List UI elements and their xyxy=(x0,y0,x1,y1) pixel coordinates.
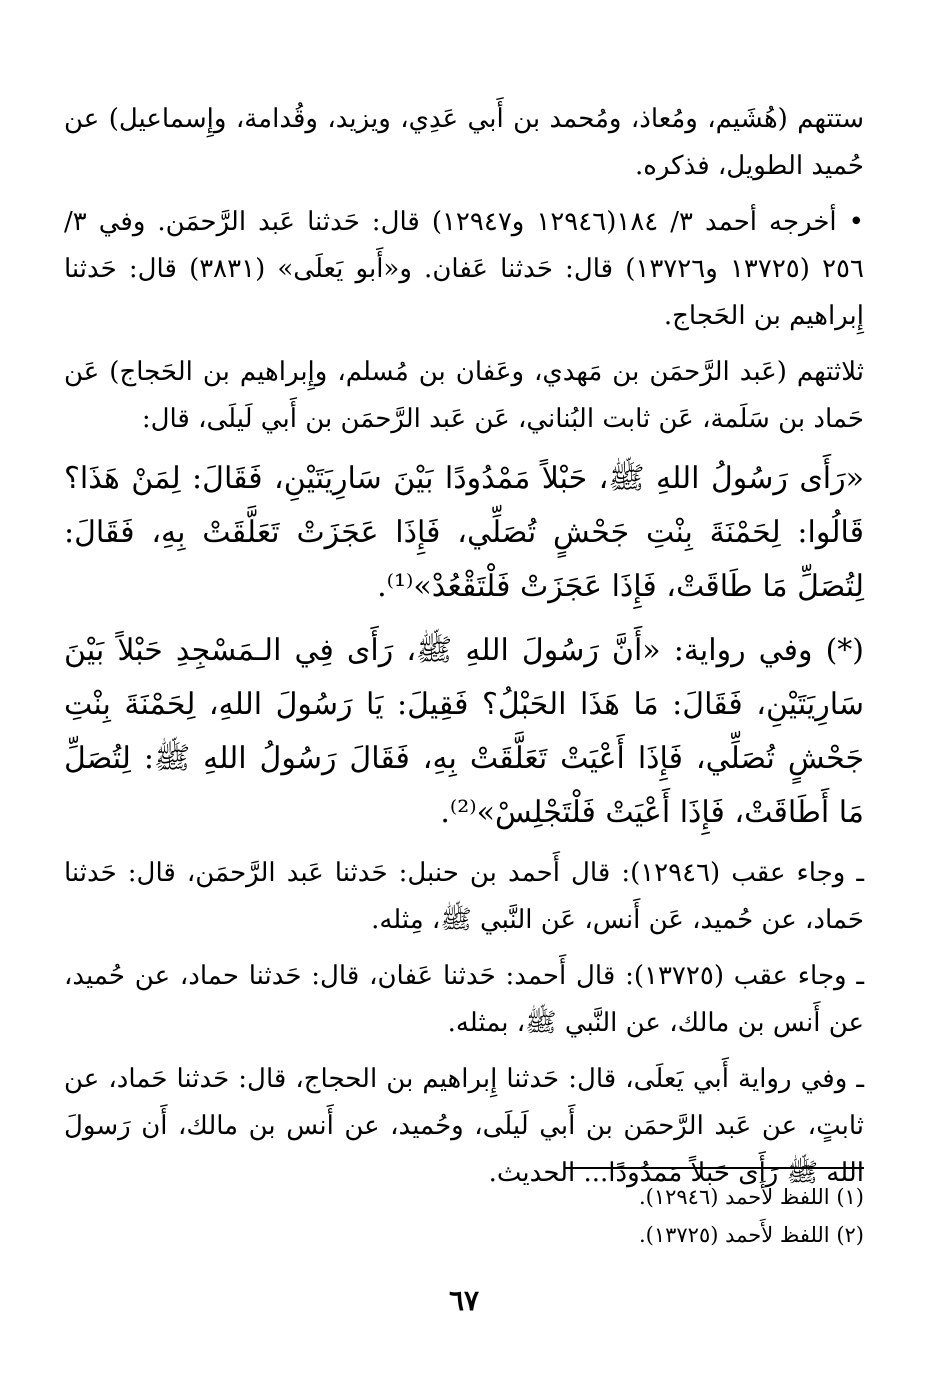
paragraph-narrators-list: ستتهم (هُشَيم، ومُعاذ، ومُحمد بن أَبي عَدِي، ويزيد، وقُدامة، وإِسماعيل) عن حُميد الطويل، فذكره. xyxy=(64,104,864,181)
footnote-1: (١) اللفظ لأَحمد (١٢٩٤٦). xyxy=(638,1185,864,1209)
paragraph-note-12946: ـ وجاء عقب (١٢٩٤٦): قال أَحمد بن حنبل: حَدثنا عَبد الرَّحمَن، قال: حَدثنا حَماد، عن حُميد، عَن أَنس، عَن النَّبي ﷺ، مِثله. xyxy=(64,858,864,935)
footnote-divider xyxy=(564,1167,864,1169)
hadith-alternate-narration: (*) وفي رواية: «أَنَّ رَسُولَ اللهِ ﷺ، رَأَى فِي الـمَسْجِدِ حَبْلاً بَيْنَ سَارِيَتَيْنِ، فَقَالَ: مَا هَذَا الحَبْلُ؟ فَقِيلَ: يَا رَسُولَ اللهِ، لِحَمْنَةَ بِنْتِ جَحْشٍ تُصَلِّي، فَإِذَا أَعْيَتْ تَعَلَّقَتْ بِهِ، فَقَالَ رَسُولُ اللهِ ﷺ: لِتُصَلِّ مَا أَطَاقَتْ، فَإِذَا أَعْيَتْ فَلْتَجْلِسْ»⁽²⁾. xyxy=(64,633,864,830)
footnote-2: (٢) اللفظ لأَحمد (١٣٧٢٥). xyxy=(638,1223,864,1247)
hadith-text: «رَأَى رَسُولُ اللهِ ﷺ، حَبْلاً مَمْدُودًا بَيْنَ سَارِيَتَيْنِ، فَقَالَ: لِمَنْ هَذَا؟ قَالُوا: لِحَمْنَةَ بِنْتِ جَحْشٍ تُصَلِّي، فَإِذَا عَجَزَتْ تَعَلَّقَتْ بِهِ، فَقَالَ: لِتُصَلِّ مَا طَاقَتْ، فَإِذَا عَجَزَتْ فَلْتَقْعُدْ»⁽¹⁾. xyxy=(64,461,864,604)
paragraph-isnad: ثلاثتهم (عَبد الرَّحمَن بن مَهدي، وعَفان بن مُسلم، وإِبراهيم بن الحَجاج) عَن حَماد بن سَلَمة، عَن ثابت البُناني، عَن عَبد الرَّحمَن بن أَبي لَيلَى، قال: xyxy=(64,357,864,434)
document-page xyxy=(64,96,864,1366)
paragraph-note-13725: ـ وجاء عقب (١٣٧٢٥): قال أَحمد: حَدثنا عَفان، قال: حَدثنا حماد، عن حُميد، عن أَنس بن مالك، عن النَّبي ﷺ، بمثله. xyxy=(64,961,864,1038)
footnotes xyxy=(64,1178,864,1254)
page-number: ٦٧ xyxy=(448,1284,480,1317)
paragraph-note-abu-yala: ـ وفي رواية أَبي يَعلَى، قال: حَدثنا إِبراهيم بن الحجاج، قال: حَدثنا حَماد، عن ثابتٍ، عن عَبد الرَّحمَن بن أَبي لَيلَى، وحُميد، عن أَنس بن مالك، أَن رَسولَ الله ﷺ رَأَى حَبلاً مَمدُودًا... الحديث. xyxy=(64,1064,864,1188)
paragraph-takhrij: • أخرجه أحمد ٣/ ١٨٤(١٢٩٤٦ و١٢٩٤٧) قال: حَدثنا عَبد الرَّحمَن. وفي ٣/ ٢٥٦ (١٣٧٢٥ و١٣٧٢٦) قال: حَدثنا عَفان. و«أَبو يَعلَى» (٣٨٣١) قال: حَدثنا إِبراهيم بن الحَجاج. xyxy=(64,207,865,331)
